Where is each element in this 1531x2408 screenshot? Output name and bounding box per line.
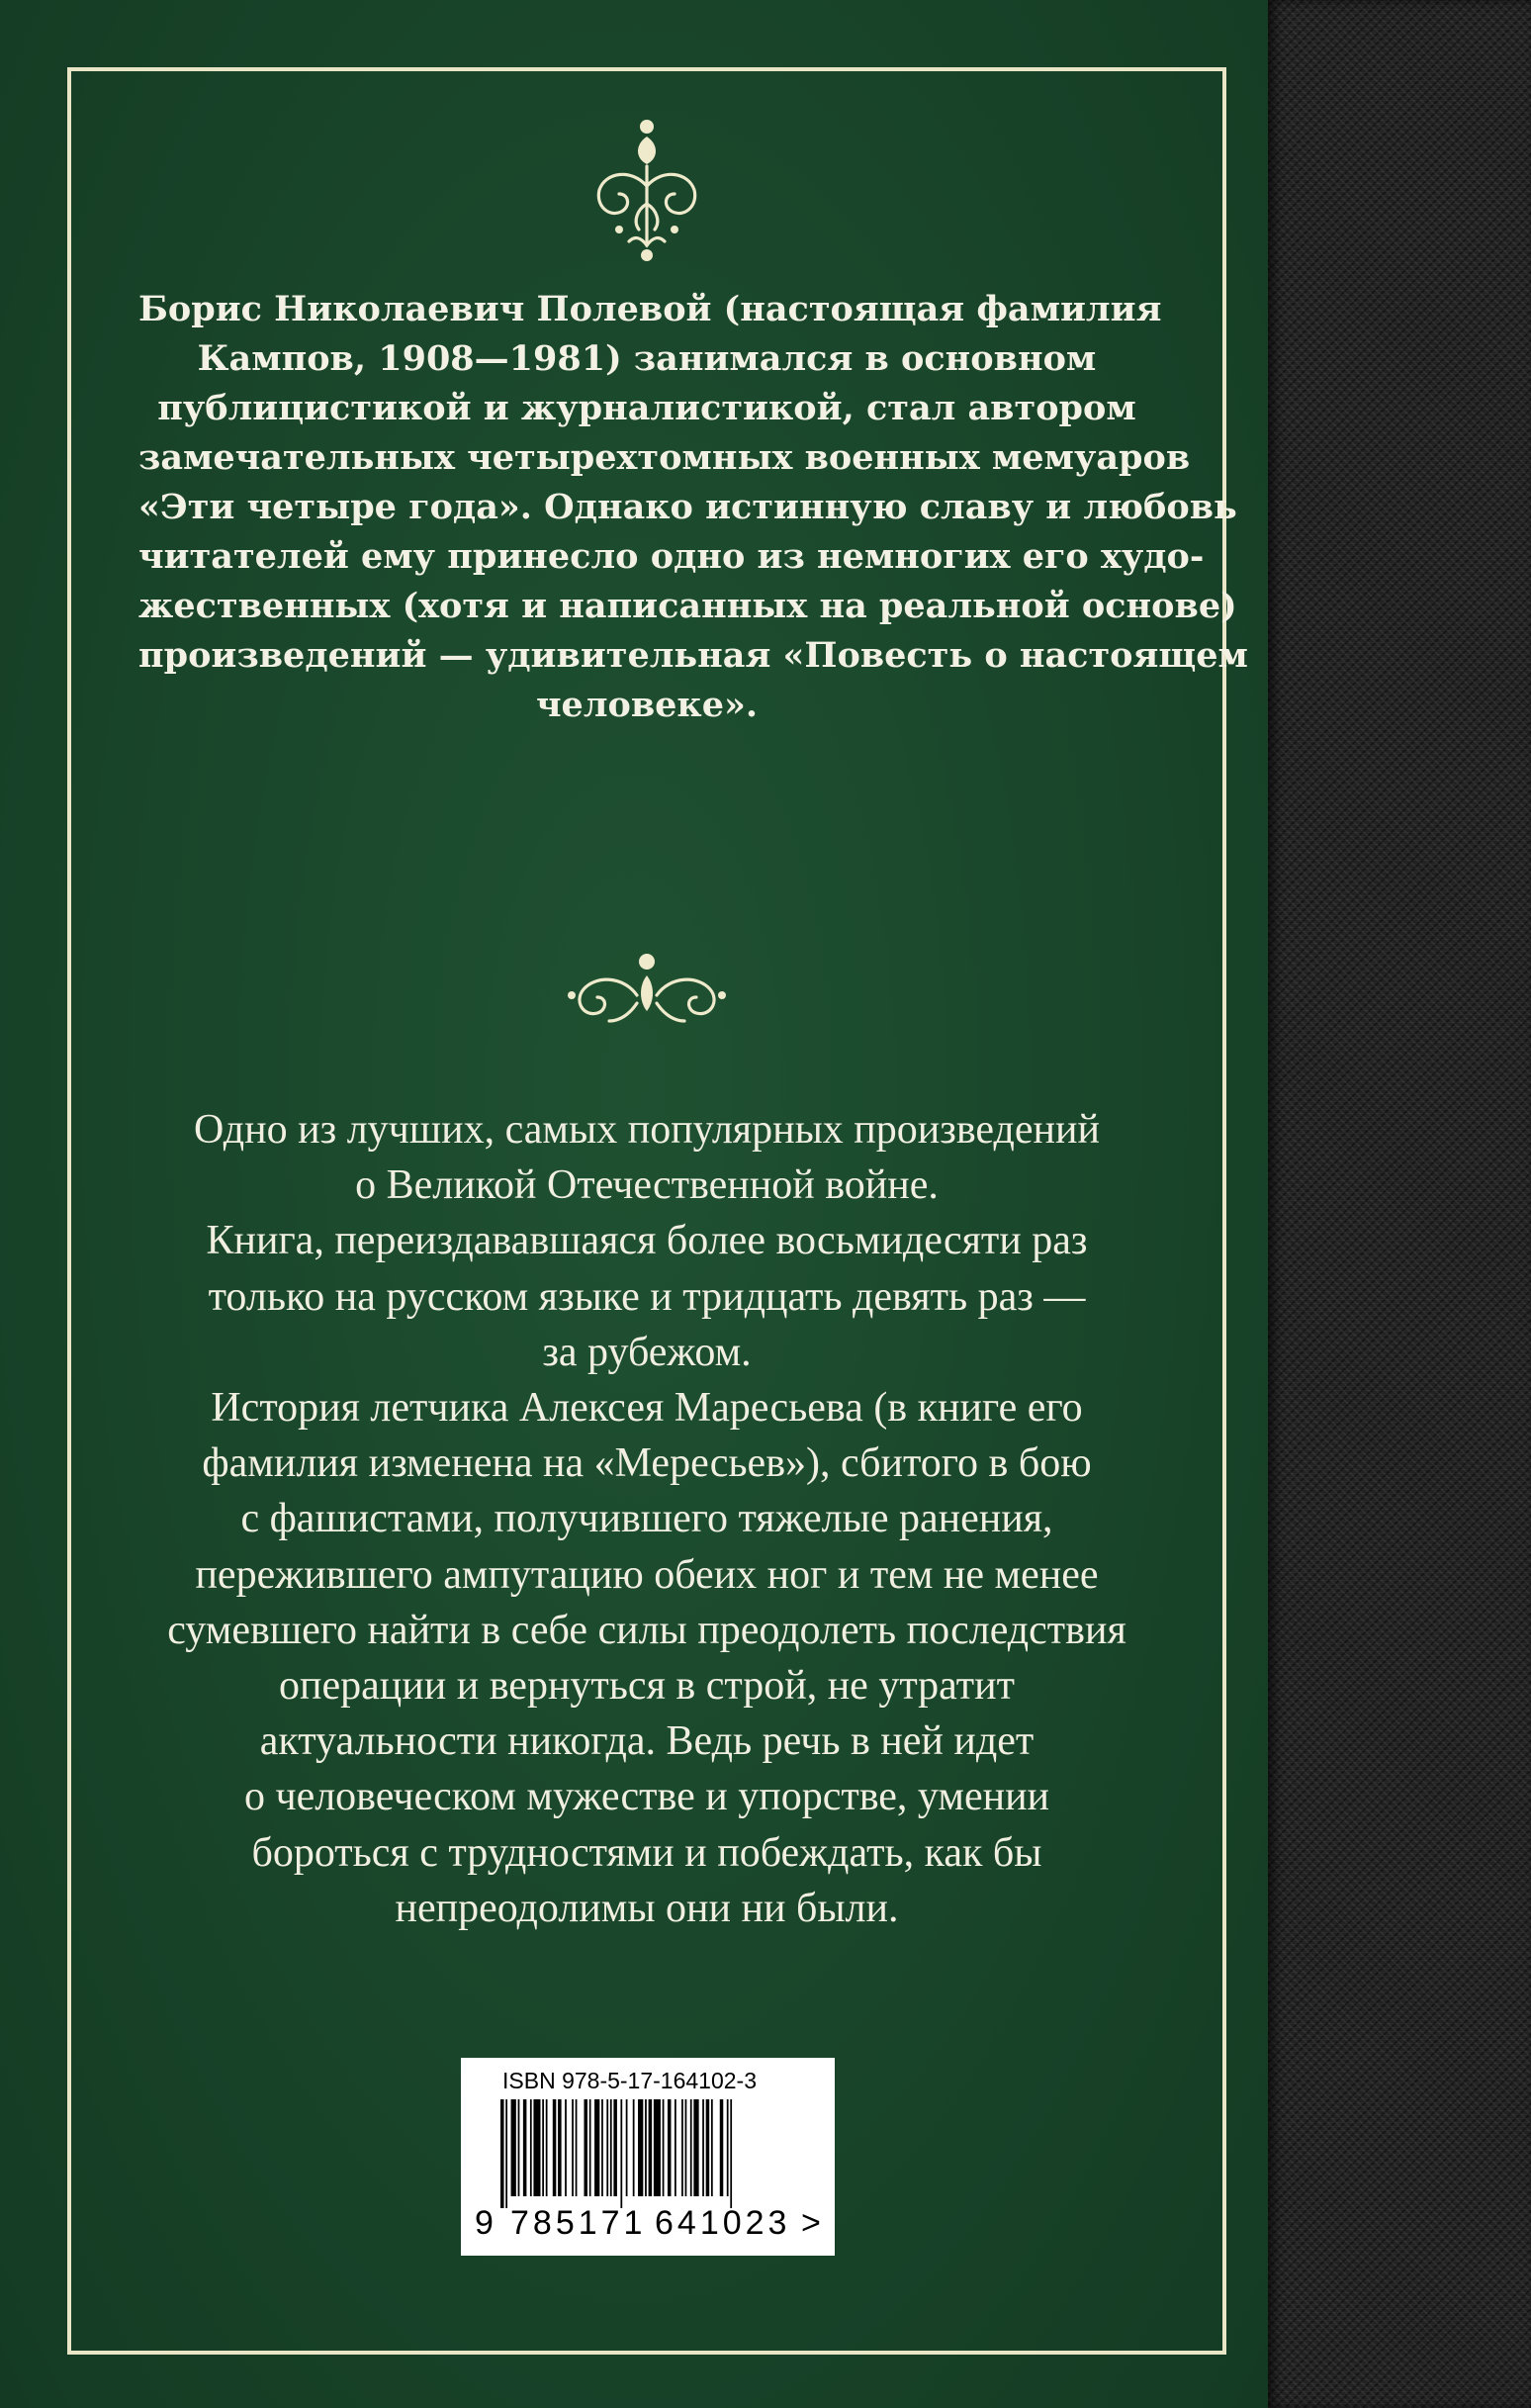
bio-line: жественных (хотя и написанных на реальной основе) — [138, 586, 1237, 626]
description-line: за рубежом. — [542, 1329, 752, 1375]
description-line: актуальности никогда. Ведь речь в ней идет — [259, 1718, 1035, 1765]
description-line: о человеческом мужестве и упорстве, умении — [243, 1774, 1050, 1820]
barcode-digit-group-right: 641023 — [655, 2204, 791, 2242]
scroll-ornament-icon — [566, 950, 728, 1033]
description-line: Книга, переиздававшаяся более восьмидесяти раз — [206, 1218, 1088, 1264]
description-line: операции и вернуться в строй, не утратит — [279, 1663, 1015, 1710]
description-line: с фашистами, получившего тяжелые ранения, — [240, 1496, 1053, 1542]
bio-line: человеке». — [535, 685, 759, 725]
description-line: сумевшего найти в себе силы преодолеть последствия — [167, 1607, 1126, 1653]
description-line: пережившего ампутацию обеих ног и тем не менее — [195, 1551, 1099, 1598]
bio-line: «Эти четыре года». Однако истинную славу и любовь — [138, 487, 1237, 527]
description-line: История летчика Алексея Маресьева (в книге его — [211, 1385, 1083, 1432]
barcode-digits — [461, 2204, 835, 2248]
barcode-quiet-zone-mark: > — [801, 2204, 821, 2242]
barcode-digit-group-left: 785171 — [510, 2204, 647, 2242]
description-line: бороться с трудностями и побеждать, как бы — [251, 1829, 1042, 1876]
barcode-digit-lead: 9 — [475, 2204, 494, 2242]
description-line: фамилия изменена на «Мересьев»), сбитого в бою — [202, 1440, 1092, 1487]
book-spine — [1268, 0, 1531, 2408]
bio-line: замечательных четырехтомных военных мемуаров — [138, 437, 1191, 478]
bio-line: Борис Николаевич Полевой (настоящая фамилия — [138, 289, 1162, 329]
bio-line: публицистикой и журналистикой, стал автором — [157, 388, 1136, 428]
description-line: Одно из лучших, самых популярных произведений — [194, 1107, 1100, 1153]
bio-line: Кампов, 1908—1981) занимался в основном — [197, 338, 1097, 379]
bio-line: читателей ему принесло одно из немногих его худо- — [138, 536, 1205, 577]
barcode-bars — [500, 2099, 797, 2208]
description-line: непреодолимы они ни были. — [395, 1885, 899, 1931]
isbn-label: ISBN 978-5-17-164102-3 — [502, 2068, 757, 2093]
description-line: только на русском языке и тридцать девять раз — — [208, 1273, 1086, 1320]
book-description — [95, 1102, 1199, 1936]
isbn-barcode — [461, 2058, 835, 2256]
author-biography — [138, 285, 1248, 730]
description-line: о Великой Отечественной войне. — [355, 1162, 939, 1209]
bio-line: произведений — удивительная «Повесть о настоящем — [138, 635, 1248, 676]
fleur-ornament-icon — [585, 115, 708, 265]
